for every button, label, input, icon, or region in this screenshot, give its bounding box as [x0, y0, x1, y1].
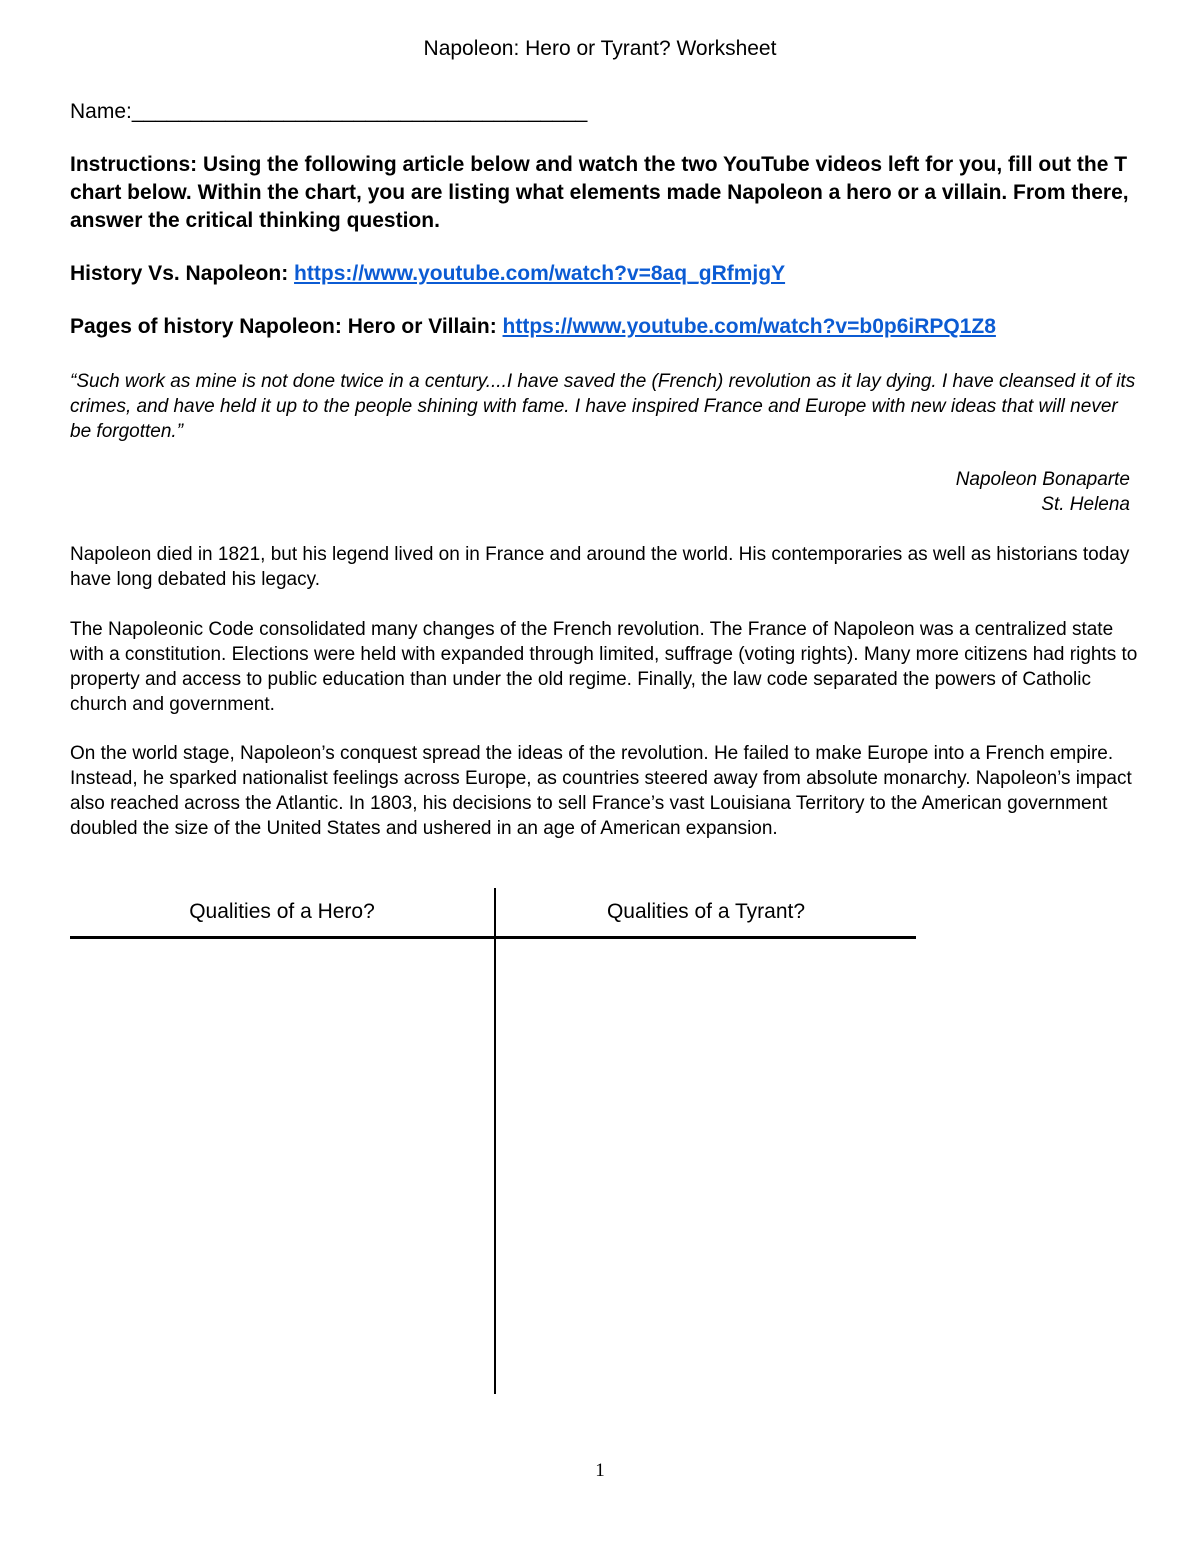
video-link[interactable]: https://www.youtube.com/watch?v=8aq_gRfmjgY: [294, 262, 786, 285]
video-reference-1: [70, 262, 785, 286]
quote-place: St. Helena: [1041, 494, 1130, 515]
article-paragraph: The Napoleonic Code consolidated many changes of the French revolution. The France of Napoleon was a centralized state with a constitution. Elections were held with expanded through limited, suffrage (voting rights). Many more citizens had rights to property and access to public education than under the old regime. Finally, the law code separated the powers of Catholic church and government.: [70, 619, 1138, 715]
name-field: Name:_______________________________________: [70, 100, 588, 123]
hero-column-header: Qualities of a Hero?: [189, 900, 375, 923]
page-number: 1: [595, 1460, 605, 1481]
t-chart-vertical-rule: [494, 888, 496, 1394]
instructions-text: Instructions: Using the following article below and watch the two YouTube videos left for you, fill out the T chart below. Within the chart, you are listing what elements made Napoleon a hero or a villain. From there, answer the critical thinking question.: [70, 153, 1129, 232]
video-reference-2: [70, 315, 996, 339]
quote-author: Napoleon Bonaparte: [955, 469, 1130, 490]
quote-attribution: [956, 467, 1130, 517]
video-label: History Vs. Napoleon:: [70, 262, 295, 285]
napoleon-quote: “Such work as mine is not done twice in a century....I have saved the (French) revolution as it lay dying. I have cleansed it of its crimes, and have held it up to the people shining with fame. I have inspired France and Europe with new ideas that will never be forgotten.”: [70, 371, 1136, 442]
article-paragraph: Napoleon died in 1821, but his legend lived on in France and around the world. His contemporaries as well as historians today have long debated his legacy.: [70, 544, 1130, 590]
t-chart-horizontal-rule: [70, 936, 916, 939]
article-paragraph: On the world stage, Napoleon’s conquest spread the ideas of the revolution. He failed to make Europe into a French empire. Instead, he sparked nationalist feelings across Europe, as countries steered away from absolute monarchy. Napoleon’s impact also reached across the Atlantic. In 1803, his decisions to sell France’s vast Louisiana Territory to the American government doubled the size of the United States and ushered in an age of American expansion.: [70, 743, 1132, 839]
t-chart: [70, 888, 916, 1394]
video-link[interactable]: https://www.youtube.com/watch?v=b0p6iRPQ1Z8: [502, 315, 996, 338]
page-title: Napoleon: Hero or Tyrant? Worksheet: [423, 37, 777, 60]
video-label: Pages of history Napoleon: Hero or Villain:: [70, 315, 503, 338]
tyrant-column-header: Qualities of a Tyrant?: [606, 900, 806, 923]
